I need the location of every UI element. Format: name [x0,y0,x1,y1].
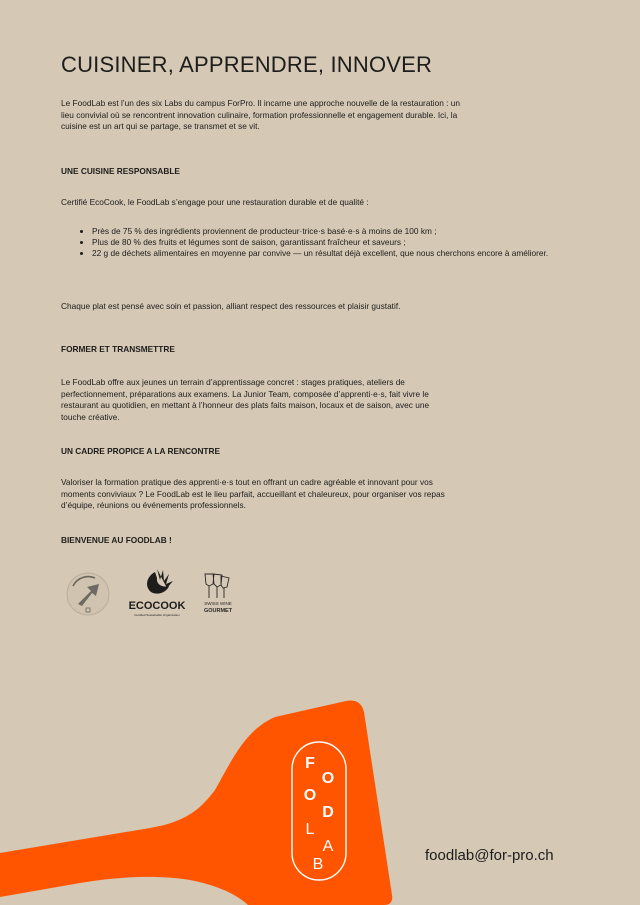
section-body-cadre: Valoriser la formation pratique des apprenti·e·s tout en offrant un cadre agréable et innovant pour vos moments conviviaux ? Le FoodLab est le lieu parfait, accueillant et chaleureux, pour organiser vos repas d’équipe, réunions ou événements professionnels. [61,477,445,511]
brand-letter: O [321,770,335,787]
list-item: • Près de 75 % des ingrédients proviennent de producteur·trice·s basé·e·s à moins de 100 km ; [92,226,562,237]
list-item: • 22 g de déchets alimentaires en moyenne par convive — un résultat déjà excellent, que nous cherchons encore à améliorer. [92,248,562,259]
brand-letter: D [322,804,334,821]
welcome-text: BIENVENUE AU FOODLAB ! [61,535,172,545]
section-heading-responsable: UNE CUISINE RESPONSABLE [61,166,180,176]
brand-letter: B [312,856,324,873]
brand-letter: L [305,821,315,838]
section-closing-responsable: Chaque plat est pensé avec soin et passion, alliant respect des ressources et plaisir gustatif. [61,301,401,311]
section-heading-former: FORMER ET TRANSMETTRE [61,344,175,354]
section-lead-responsable: Certifié EcoCook, le FoodLab s’engage pour une restauration durable et de qualité : [61,197,369,207]
swisswine-line1: SWISS WINE [204,601,232,606]
brand-letter: O [303,787,317,804]
ecocook-tagline: Certified Sustainable Organization [134,613,180,617]
intro-paragraph: Le FoodLab est l’un des six Labs du campus ForPro. Il incarne une approche nouvelle de la restauration : un lieu convivial où se rencontrent innovation culinaire, formation professionnelle et engagement durable. Ici, la cuisine est un art qui se partage, se transmet et se vit. [61,98,460,132]
swisswine-line2: GOURMET [203,608,233,614]
contact-email[interactable]: foodlab@for-pro.ch [425,847,554,864]
brand-letter: F [305,755,315,772]
page-title: CUISINER, APPRENDRE, INNOVER [61,52,433,77]
brand-letter: A [322,838,334,855]
spatula-shape [0,700,392,905]
section-heading-cadre: UN CADRE PROPICE A LA RENCONTRE [61,446,221,456]
list-item: • Plus de 80 % des fruits et légumes sont de saison, garantissant fraîcheur et saveurs ; [92,237,562,248]
ecocook-name: ECOCOOK [128,600,186,612]
section-body-former: Le FoodLab offre aux jeunes un terrain d’apprentissage concret : stages pratiques, ateliers de perfectionnement, préparations aux examens. La Junior Team, composée d’apprenti·e·s, fait vivre le restaurant au quotidien, en mettant à l’honneur des plats faits maison, locaux et de saison, avec une touche créative. [61,377,430,422]
